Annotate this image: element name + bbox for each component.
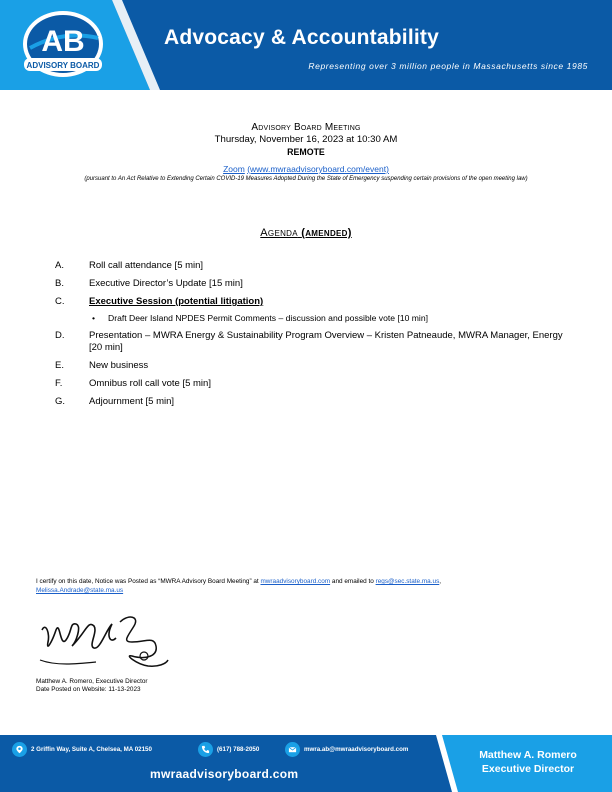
bullet-icon: •	[92, 313, 96, 323]
zoom-url[interactable]: (www.mwraadvisoryboard.com/event)	[247, 164, 389, 174]
advisory-board-logo	[20, 8, 106, 80]
date-posted: Date Posted on Website: 11-13-2023	[36, 686, 141, 693]
meeting-info	[0, 122, 612, 184]
agenda-item: D. Presentation – MWRA Energy & Sustainability Program Overview – Kristen Patneaude, MWRA Manager, Energy [20 min]	[55, 330, 563, 353]
letterhead-header	[0, 0, 612, 90]
footer-email: mwra.ab@mwraadvisoryboard.com	[285, 741, 408, 757]
meeting-mode: REMOTE	[287, 147, 325, 157]
agenda-item: A. Roll call attendance [5 min]	[55, 260, 204, 271]
agenda-item: F. Omnibus roll call vote [5 min]	[55, 378, 211, 389]
phone-icon	[198, 742, 213, 757]
footer-address: 2 Griffin Way, Suite A, Chelsea, MA 02150	[12, 741, 152, 757]
posting-notice: I certify on this date, Notice was Posted as “MWRA Advisory Board Meeting” at mwraadvisoryboard.com and emailed to regs@sec.state.ma.us, Melissa.Andrade@state.ma.us	[36, 578, 442, 594]
zoom-line	[0, 164, 612, 175]
agenda-list	[55, 260, 565, 414]
header-title: Advocacy & Accountability	[164, 26, 439, 49]
footer-website[interactable]: mwraadvisoryboard.com	[150, 767, 299, 781]
letterhead-footer	[0, 735, 612, 792]
footer-signer: Matthew A. Romero Executive Director	[479, 749, 577, 775]
envelope-icon	[285, 742, 300, 757]
email-link-sec[interactable]: regs@sec.state.ma.us	[375, 578, 440, 585]
agenda-title: Agenda (amended)	[260, 227, 352, 239]
legal-note: (pursuant to An Act Relative to Extending Certain COVID-19 Measures Adopted During the State of Emergency suspending certain provisions of the open meeting law)	[84, 176, 528, 182]
email-link-andrade[interactable]: Melissa.Andrade@state.ma.us	[36, 587, 124, 594]
meeting-title: Advisory Board Meeting	[251, 122, 361, 133]
svg-text:ADVISORY BOARD: ADVISORY BOARD	[26, 61, 100, 70]
signer-name: Matthew A. Romero, Executive Director	[36, 678, 148, 685]
agenda-item: G. Adjournment [5 min]	[55, 396, 175, 407]
agenda-sub-item: • Draft Deer Island NPDES Permit Comments – discussion and possible vote [10 min]	[92, 313, 429, 323]
zoom-link[interactable]: Zoom	[223, 164, 245, 174]
website-link[interactable]: mwraadvisoryboard.com	[260, 578, 331, 585]
svg-text:AB: AB	[41, 25, 85, 58]
meeting-datetime: Thursday, November 16, 2023 at 10:30 AM	[214, 134, 398, 145]
header-tagline: Representing over 3 million people in Massachusetts since 1985	[308, 61, 588, 71]
location-pin-icon	[12, 742, 27, 757]
footer-phone: (617) 788-2050	[198, 741, 259, 757]
agenda-item: E. New business	[55, 360, 149, 371]
agenda-item: B. Executive Director’s Update [15 min]	[55, 278, 243, 289]
signer-block	[36, 678, 148, 694]
agenda-item: C. Executive Session (potential litigation)	[55, 296, 264, 307]
signature-image	[36, 612, 176, 672]
